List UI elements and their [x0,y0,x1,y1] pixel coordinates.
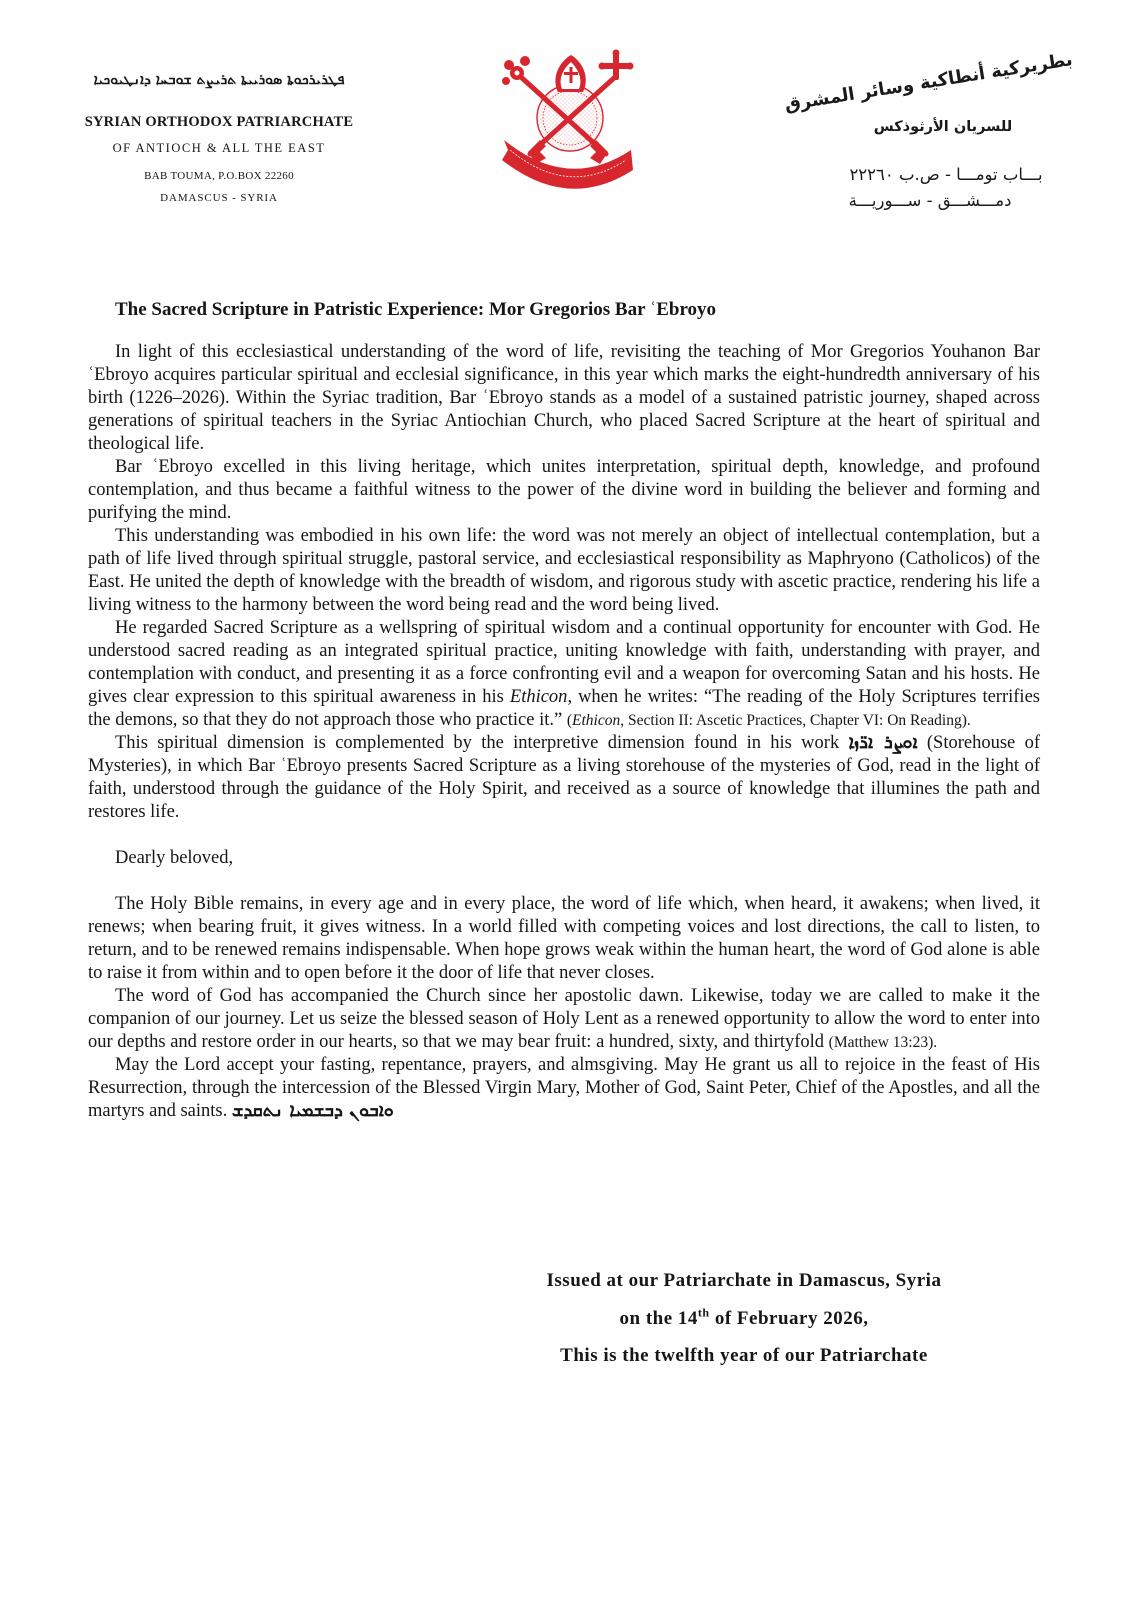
syriac-work-title: ܐܘܨܪ ܐܪ̈ܙܐ [848,732,918,753]
paragraph-8 [88,1054,1040,1123]
emblem-cross-tip [627,63,634,70]
paragraph-2: Bar ʿEbroyo excelled in this living heritage, which unites interpretation, spiritual depth, knowledge, and profound contemplation, and thus became a faithful witness to the power of the divine word in building the believer and forming and purifying the mind. [88,457,1040,523]
date-day: 14 [677,1307,698,1329]
paragraph-8-text: May the Lord accept your fasting, repentance, prayers, and almsgiving. May He grant us all to rejoice in the feast of His Resurrection, through the intercession of the Blessed Virgin Mary, Mother of God, Saint Peter, Chief of the Apostles, and all the martyrs and saints. [88,1055,1040,1121]
emblem-cross-horizontal [603,63,629,69]
arabic-address-line: بـــاب تومـــا - ص.ب ٢٢٢٦٠ [849,165,1043,184]
emblem-cross-tip [613,50,620,57]
paragraph-5-text-2: (Storehouse of Mysteries), in which Bar ʿEbroyo presents Sacred Scripture as a living storehouse of the mysteries of God, read in the light of faith, understood through the guidance of the Holy Spirit, and received as a source of knowledge that illumines the path and restores life. [88,733,1040,822]
letterhead-address: BAB TOUMA, P.O.BOX 22260 [144,170,294,182]
arabic-calligraphy-top: بطريركية أنطاكية وسائر المشرق [783,49,1074,116]
letterhead-city: DAMASCUS - SYRIA [160,192,278,204]
paragraph-4 [88,617,1040,732]
letterhead-subtitle: OF ANTIOCH & ALL THE EAST [112,141,326,155]
issued-place-line: Issued at our Patriarchate in Damascus, Syria [546,1270,942,1291]
letter-title: The Sacred Scripture in Patristic Experience: Mor Gregorios Bar ʿEbroyo [115,299,717,320]
emblem-bow-lobe [502,77,510,85]
paragraph-7-text: The word of God has accompanied the Church since her apostolic dawn. Likewise, today we are called to make it the companion of our journey. Let us seize the blessed season of Holy Lent as a renewed opportunity to allow the word to enter into our depths and restore order in our hearts, so that we may bear fruit: a hundred, sixty, and thirtyfold [88,986,1040,1052]
ethicon-title: Ethicon [509,687,568,707]
arabic-calligraphy-bottom: للسريان الأرثوذكس [873,119,1013,135]
letterhead-syriac-name: ܦܛܪܝܪܟܘܬܐ ܣܘܪܝܝܬܐ ܬܪܝܨܬ ܫܘܒܚܐ ܕܐܢܛܝܘܟܝܐ [93,72,345,88]
date-prefix: on the [619,1307,678,1329]
salutation: Dearly beloved, [115,848,234,868]
paragraph-4-text-2: , when he writes: “The reading of the Holy Scriptures terrifies the demons, so that they do not approach those who practice it.” [88,687,1040,730]
paragraph-7 [88,985,1040,1054]
emblem-key-bit-right [590,140,608,164]
emblem-bow-lobe [504,60,514,70]
patriarchate-year-line: This is the twelfth year of our Patriarchate [560,1345,928,1366]
date-rest: of February 2026, [709,1307,869,1329]
citation-rest: , Section II: Ascetic Practices, Chapter VI: On Reading). [620,712,971,729]
letterhead-name: SYRIAN ORTHODOX PATRIARCHATE [84,114,354,130]
emblem-bow-lobe [520,56,530,66]
emblem-mitre-cross-h [564,72,578,75]
issuance-block [494,1262,994,1375]
arabic-city-line: دمـــشـــق - ســـوريـــة [848,191,1012,210]
paragraph-4-text-1: He regarded Sacred Scripture as a wellspring of spiritual wisdom and a continual opportunity for encounter with God. He understood sacred reading as an integrated spiritual practice, uniting knowledge with faith, understanding with prayer, and contemplation with conduct, and presenting it as a force confronting evil and a weapon for overcoming Satan and his hosts. He gives clear expression to this spiritual awareness in his [88,618,1040,707]
emblem-bow-hole [515,71,520,76]
paragraph-5-text-1: This spiritual dimension is complemented by the interpretive dimension found in his work [115,733,849,753]
paragraph-6: The Holy Bible remains, in every age and in every place, the word of life which, when heard, it awakens; when lived, it renews; when bearing fruit, it gives witness. In a world filled with competing voices and lost directions, the call to listen, to return, and to be renewed remains indispensable. When hope grows weak within the human heart, the word of God alone is able to raise it from within and to open before it the door of life that never closes. [88,894,1040,983]
ethicon-citation [567,712,971,729]
paragraph-1: In light of this ecclesiastical understanding of the word of life, revisiting the teaching of Mor Gregorios Youhanon Bar ʿEbroyo acquires particular spiritual and ecclesial significance, in this year which marks the eight-hundredth anniversary of his birth (1226–2026). Within the Syriac tradition, Bar ʿEbroyo stands as a model of a sustained patristic journey, shaped across generations of spiritual teachers in the Syriac Antiochian Church, who placed Sacred Scripture at the heart of spiritual and theological life. [88,342,1040,454]
issued-date-line [494,1300,994,1338]
emblem-cross-right [599,50,634,81]
date-day-suffix: th [697,1305,710,1320]
paragraph-5 [88,732,1040,824]
citation-work: Ethicon [572,712,621,729]
emblem-cross-tip [599,63,606,70]
matthew-citation: (Matthew 13:23). [828,1034,938,1051]
syriac-closing: ܘܐܒܘܢ ܕܒܫܡܝܐ ܢܬܩܕܫ [231,1100,394,1121]
patriarchate-emblem [500,46,635,191]
paragraph-3: This understanding was embodied in his own life: the word was not merely an object of intellectual contemplation, but a path of life lived through spiritual struggle, pastoral service, and ecclesiastical responsibility as Maphryono (Catholicos) of the East. He united the depth of knowledge with the breadth of wisdom, and rigorous study with ascetic practice, rendering his life a living witness to the harmony between the word being read and the word being lived. [88,526,1040,615]
letter-body [88,341,1040,1123]
citation-open: ( [566,712,572,729]
